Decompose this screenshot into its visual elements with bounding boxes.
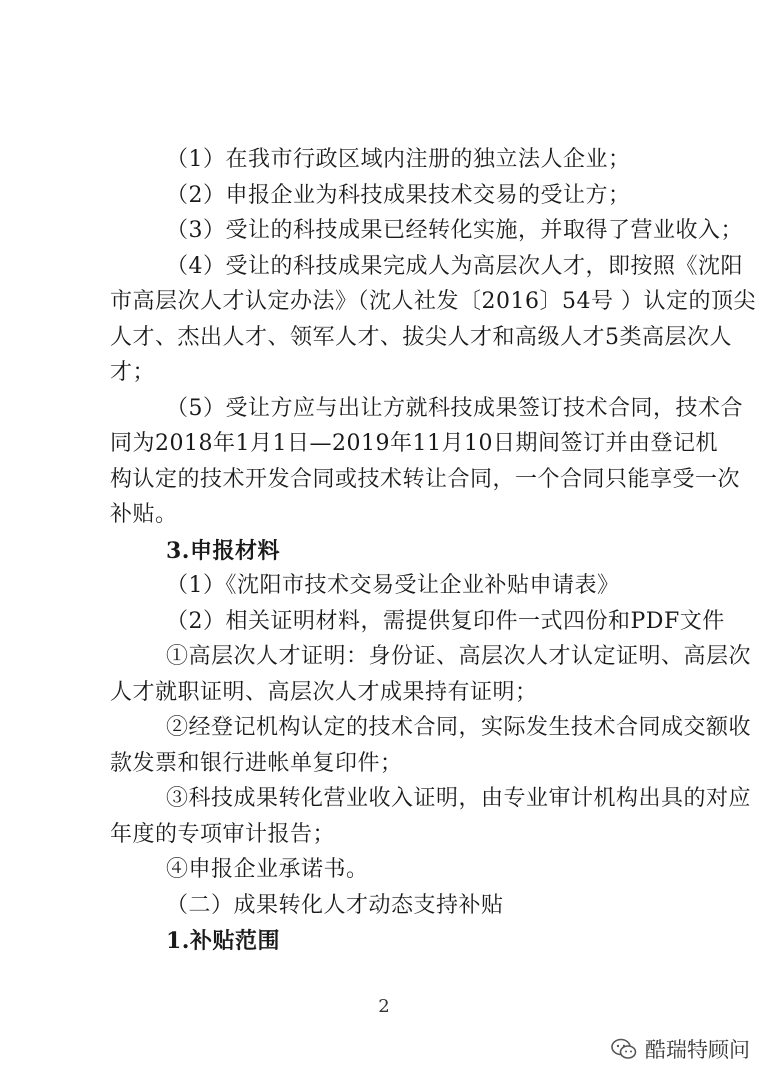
text-line: （2）申报企业为科技成果技术交易的受让方； [166, 183, 631, 208]
text-line: 款发票和银行进帐单复印件； [110, 751, 403, 776]
watermark-text: 酷瑞特顾问 [645, 1038, 750, 1062]
text-line: 构认定的技术开发合同或技术转让合同，一个合同只能享受一次 [110, 467, 741, 492]
text-line: 补贴。 [110, 502, 178, 527]
text-line: 才； [110, 360, 156, 385]
page-number: 2 [378, 996, 390, 1017]
text-line: 市高层次人才认定办法》（沈人社发〔2016〕54号 ）认定的顶尖 [110, 289, 756, 314]
text-line: （2）相关证明材料，需提供复印件一式四份和PDF文件 [166, 609, 725, 634]
text-line: （5）受让方应与出让方就科技成果签订技术合同，技术合 [166, 396, 743, 421]
text-line: ②经登记机构认定的技术合同，实际发生技术合同成交额收 [166, 715, 752, 740]
text-line: 同为2018年1月1日—2019年11月10日期间签订并由登记机 [110, 431, 718, 456]
text-line: （1）在我市行政区域内注册的独立法人企业； [166, 147, 631, 172]
text-line: ③科技成果转化营业收入证明，由专业审计机构出具的对应 [166, 786, 752, 811]
text-line: 人才、杰出人才、领军人才、拔尖人才和高级人才5类高层次人 [110, 325, 732, 350]
text-line: （二）成果转化人才动态支持补贴 [166, 893, 504, 918]
section-heading: 1.补贴范围 [166, 928, 280, 954]
text-line: （1）《沈阳市技术交易受让企业补贴申请表》 [166, 573, 620, 598]
watermark [611, 1034, 750, 1064]
text-line: 年度的专项审计报告； [110, 822, 336, 847]
text-line: （3）受让的科技成果已经转化实施，并取得了营业收入； [166, 218, 743, 243]
text-line: 人才就职证明、高层次人才成果持有证明； [110, 680, 538, 705]
section-heading: 3.申报材料 [166, 538, 280, 564]
text-line: （4）受让的科技成果完成人为高层次人才，即按照《沈阳 [166, 254, 743, 279]
text-line: ④申报企业承诺书。 [166, 857, 369, 882]
text-line: ①高层次人才证明：身份证、高层次人才认定证明、高层次 [166, 644, 752, 669]
wechat-icon [611, 1038, 637, 1060]
